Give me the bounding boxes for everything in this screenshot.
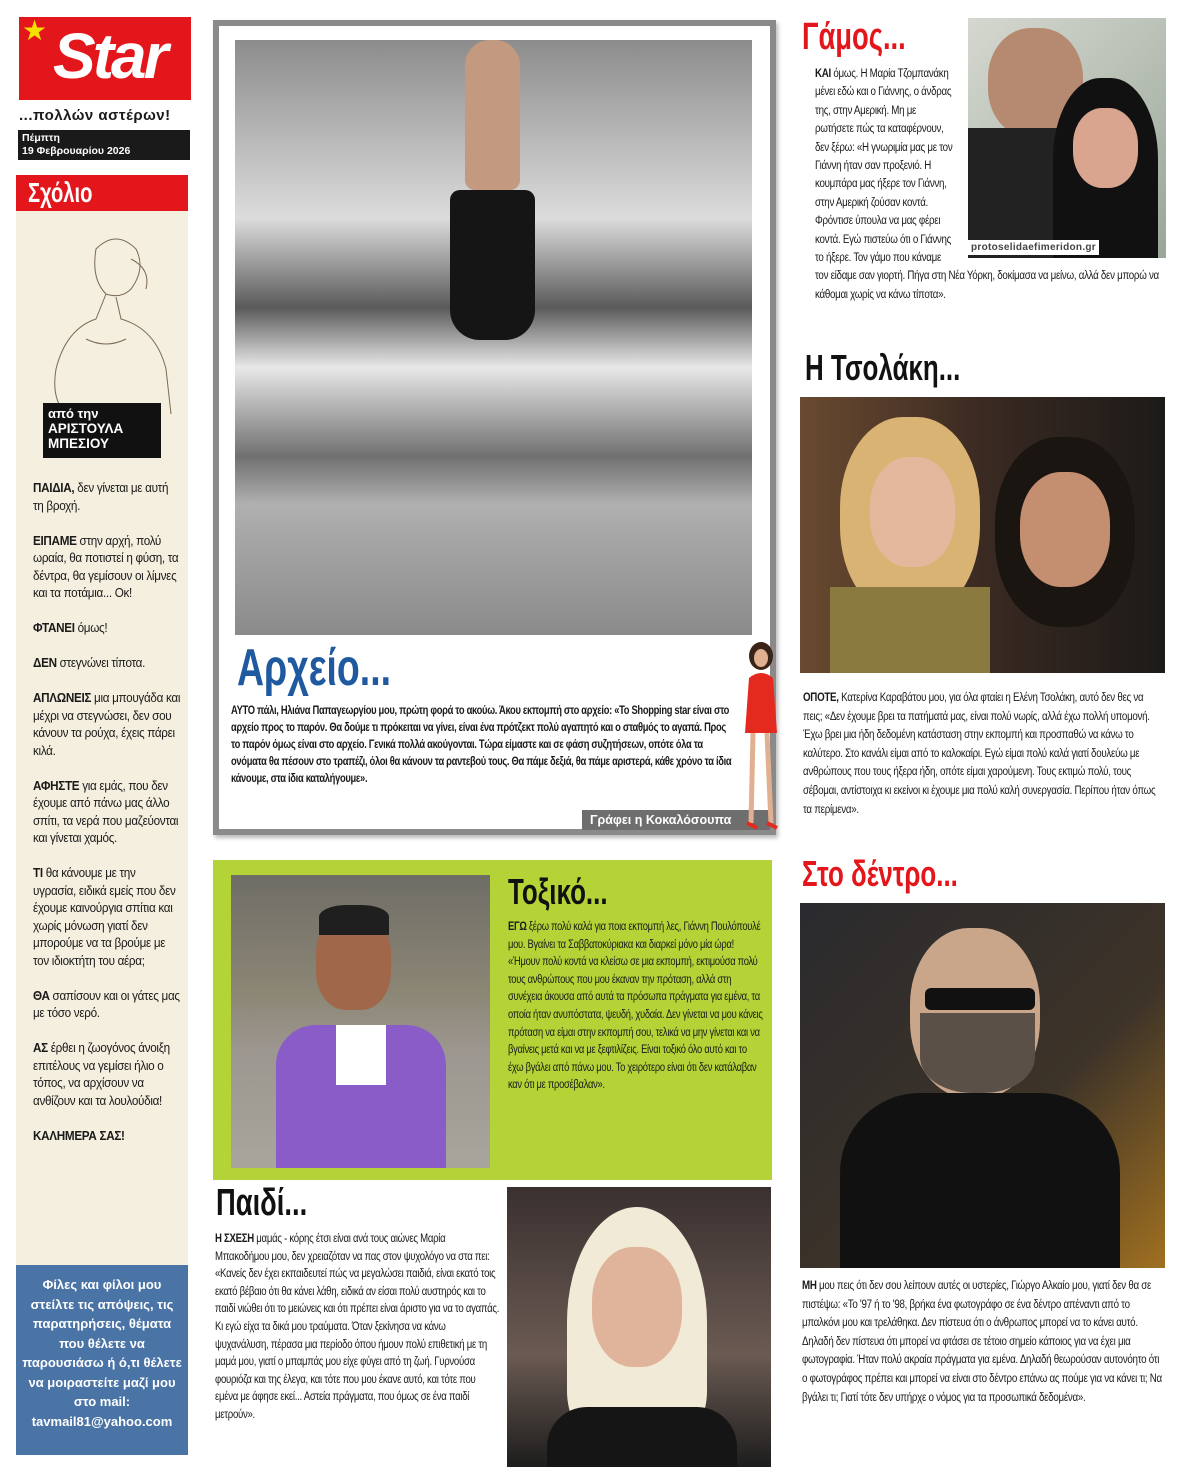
masthead-tagline: ...πολλών αστέρων! (19, 107, 171, 124)
tree-photo (800, 903, 1165, 1268)
tsolaki-text: ΟΠΟΤΕ, Κατερίνα Καραβάτου μου, για όλα φταίει η Ελένη Τσολάκη, αυτό δεν θες να πεις; «Δεν έχουμε βρει τα πατήματά μας, είναι πολύ νωρίς, αλλά έχω πολλή υπομονή. Έχω βρει μια ήδη δεδομένη κατάσταση στην εκπομπή και προσπαθώ να κάνω το καλύτερο. Στο κανάλι είμαι από το καλοκαίρι. Εγώ είμαι πολύ καλά γιατί δουλεύω με ανθρώπους που τους ήξερα ήδη, οπότε είμαι χαρούμενη. Τους εκτιμώ πολύ, τους σέβομαι, αντίστοιχα κι εκείνοι κι έχουμε μια πολύ καλή συνεργασία. Περίπου ήταν όπως τα περίμενα». (803, 690, 1156, 816)
column-title-bar (16, 175, 188, 211)
contact-email[interactable]: tavmail81@yahoo.com (31, 1413, 173, 1429)
day: Πέμπτη (22, 132, 60, 144)
child-photo (507, 1187, 771, 1467)
star-icon: ★ (22, 17, 48, 46)
archive-photo (235, 40, 752, 635)
tsolaki-photo (800, 397, 1165, 673)
column-paragraph: ΑΠΛΩΝΕΙΣ μια μπουγάδα και μέχρι να στεγνώσει, δεν σου κάνουν τα ρούχα, έχεις πάρει κιλά. (33, 690, 181, 758)
toxic-title: Τοξικό... (508, 871, 608, 912)
author-name: ΑΡΙΣΤΟΥΛΑ ΜΠΕΣΙΟΥ (48, 421, 124, 451)
author-label: από την ΑΡΙΣΤΟΥΛΑ ΜΠΕΣΙΟΥ (43, 403, 161, 458)
tree-text: ΜΗ μου πεις ότι δεν σου λείπουν αυτές οι υστερίες, Γιώργο Αλκαίο μου, γιατί δεν θα σε πιστέψω: «Το '97 ή το '98, βρήκα ένα φωτογράφο σε ένα δέντρο απέναντι από το μπαλκόνι μου και τρελάθηκα. Δεν πίστευα ότι ο άνθρωπος μπορεί να το κάνει αυτό. Δηλαδή δεν πίστευα ότι μπορεί να φτάσει σε τέτοιο σημείο κάποιος για να έχει μια φωτογραφία. Ήταν πολύ ακραία πράγματα για εμένα. Δηλαδή θεωρούσαν αυτονόητο ότι ο φωτογράφος πρέπει και μπορεί να είναι στο δέντρο επάνω ας πούμε για να κάνει τι; Να βγάλει τι; Γιατί τότε δεν υπήρχε ο νόμος για τα προσωπικά δεδομένα». (802, 1278, 1162, 1404)
archive-text: ΑΥΤΟ πάλι, Ηλιάνα Παπαγεωργίου μου, πρώτη φορά το ακούω. Άκου εκπομπή στο αρχείο: «Το Shopping star είναι στο αρχείο προς το παρόν. Θα δούμε τι πρόκειται να γίνει, είναι ένα πρότζεκτ πολύ αγαπητό και ο σταθμός το αγαπά. Προς το παρόν όμως είναι στο αρχείο. Γενικά πολλά ακούγονται. Τώρα είμαστε και σε φάση συζητήσεων, οπότε όλα τα ονόματα θα πέσουν στο τραπέζι, όλοι θα κάνουν τα ραντεβού τους. Θα πάμε δεξιά, θα πάμε αριστερά, κάθε χρόνο τα ίδια κάνουμε, στα ίδια καταλήγουμε». (231, 703, 732, 785)
toxic-article (213, 860, 772, 1180)
column-paragraph: ΦΤΑΝΕΙ όμως! (33, 620, 108, 635)
column-paragraph: ΚΑΛΗΜΕΡΑ ΣΑΣ! (33, 1127, 125, 1143)
child-text: Η ΣΧΕΣΗ μαμάς - κόρης έτσι είναι ανά τους αιώνες Μαρία Μπακοδήμου μου, δεν χρειαζόταν να πας στον ψυχολόγο να στα πει: «Κανείς δεν έχει εκπαιδευτεί πώς να μεγαλώσει παιδιά, είναι εκατό τοις εκατό βέβαιο ότι θα κάνει λάθη, ειδικά αν είσαι πολύ αυστηρός και το παιδί νιώθει ότι το μειώνεις και ότι πρέπει είναι άριστο για να το αγαπάς. Κι εγώ είχα τα δικά μου τραύματα. Όταν ξεκίνησα να κάνω ψυχανάλυση, πέρασα μια περίοδο όπου ήμουν πολύ επιθετική με τη μαμά μου, γιατί ο μπαμπάς μου είχε φύγει από τη ζωή. Γυρνούσα φουριόζα και της έλεγα, και τότε που μου έκανε αυτό, και τότε που εμένα με άφησε εκεί... Αστεία πράγματα, που όμως σε ένα παιδί μετρούν». (215, 1231, 500, 1421)
contact-box (16, 1265, 188, 1455)
wedding-title: Γάμος... (802, 16, 906, 58)
column-text (33, 479, 181, 1162)
watermark: protoselidaefimeridon.gr (968, 240, 1099, 255)
archive-byline: Γράφει η Κοκαλόσουπα (582, 810, 770, 830)
column-title: Σχόλιο (28, 177, 93, 208)
toxic-text: ΕΓΩ ξέρω πολύ καλά για ποια εκπομπή λες, Γιάννη Πουλόπουλέ μου. Βγαίνει τα Σαββατοκύριακα και διαρκεί μόνο μία ώρα! «Ήμουν πολύ κοντά να κλείσω σε μια εκπομπή, εκτιμούσα πολύ τους ανθρώπους που μου έκαναν την πρόταση, αλλά στη συνέχεια άκουσα από αυτά τα πρόσωπα πράγματα για εμένα, τα οποία ήταν ανυπόστατα, ψευδή, χυδαία. Δεν γίνεται να μου κάνεις πρόταση να είμαι στην εκπομπή σου, τελικά να μην γίνεται και να βγαίνεις μετά και να με ξεφτιλίζεις. Είναι τοξικό όλο αυτό και το έχω βγάλει από πάνω μου. Το χειρότερο είναι ότι δεν κατάλαβαν καν ότι με προσέβαλαν». (508, 919, 763, 1092)
author-sketch (36, 219, 176, 414)
column-paragraph: ΑΣ έρθει η ζωογόνος άνοιξη επιτέλους να γεμίσει ήλιο ο τόπος, να αρχίσουν να ανθίζουν και τα λουλούδια! (33, 1040, 170, 1108)
masthead-logo: ★ Star (19, 17, 191, 100)
toxic-photo (231, 875, 490, 1168)
column-body (16, 211, 188, 1265)
column-paragraph: ΔΕΝ στεγνώνει τίποτα. (33, 655, 146, 670)
column-paragraph: ΠΑΙΔΙΑ, δεν γίνεται με αυτή τη βροχή. (33, 480, 169, 513)
date-box (18, 130, 190, 160)
column-paragraph: ΘΑ σαπίσουν και οι γάτες μας με τόσο νερό. (33, 987, 180, 1020)
child-title: Παιδί... (216, 1182, 308, 1224)
tsolaki-title: Η Τσολάκη... (805, 347, 961, 388)
date: 19 Φεβρουαρίου 2026 (22, 145, 131, 157)
column-paragraph: ΤΙ θα κάνουμε με την υγρασία, ειδικά εμείς που δεν έχουμε καινούργια σπίτια και χωρίς μόνωση γιατί δεν μπορούμε να τα βρούμε με τον ιδιοκτήτη του αέρα; (33, 865, 176, 968)
column-paragraph: ΑΦΗΣΤΕ για εμάς, που δεν έχουμε από πάνω μας άλλο σπίτι, τα νερά που μαζεύονται και γίνεται χαμός. (33, 777, 179, 845)
archive-article (213, 20, 776, 835)
archive-title: Αρχείο... (237, 639, 392, 697)
tree-title: Στο δέντρο... (802, 853, 958, 894)
wedding-text: ΚΑΙ όμως. Η Μαρία Τζομπανάκη μένει εδώ και ο Γιάννης, ο άνδρας της, στην Αμερική. Μη με ρωτήσετε πώς τα καταφέρνουν, δεν ξέρω: «Η γνωριμία μας με τον Γιάννη ήταν σαν προξενιό. Η κουμπάρα μας ήξερε τον Γιάννη, στην Αμερική ζούσαν κοντά. Φρόντισε ύπουλα να μας φέρει κοντά. Εγώ πιστεύω ότι ο Γιάννης το ήξερε. Τον γάμο που κάναμε τον είδαμε σαν γιορτή. Πήγα στη Νέα Υόρκη, δοκίμασα να μείνω, αλλά δεν μπορώ να κάθομαι χωρίς να κάνω τίποτα». (815, 66, 1159, 301)
column-paragraph: ΕΙΠΑΜΕ στην αρχή, πολύ ωραία, θα ποτιστεί η φύση, τα δέντρα, θα γεμίσουν οι λίμνες και τα ποτάμια... Οκ! (33, 532, 179, 600)
contact-text: Φίλες και φίλοι μου στείλτε τις απόψεις, τις παρατηρήσεις, θέματα που θέλετε να παρουσιάσω ή ό,τι θέλετε να μοιραστείτε μαζί μου στο mail: (22, 1277, 182, 1409)
kokalosoupa-illustration (739, 638, 784, 833)
